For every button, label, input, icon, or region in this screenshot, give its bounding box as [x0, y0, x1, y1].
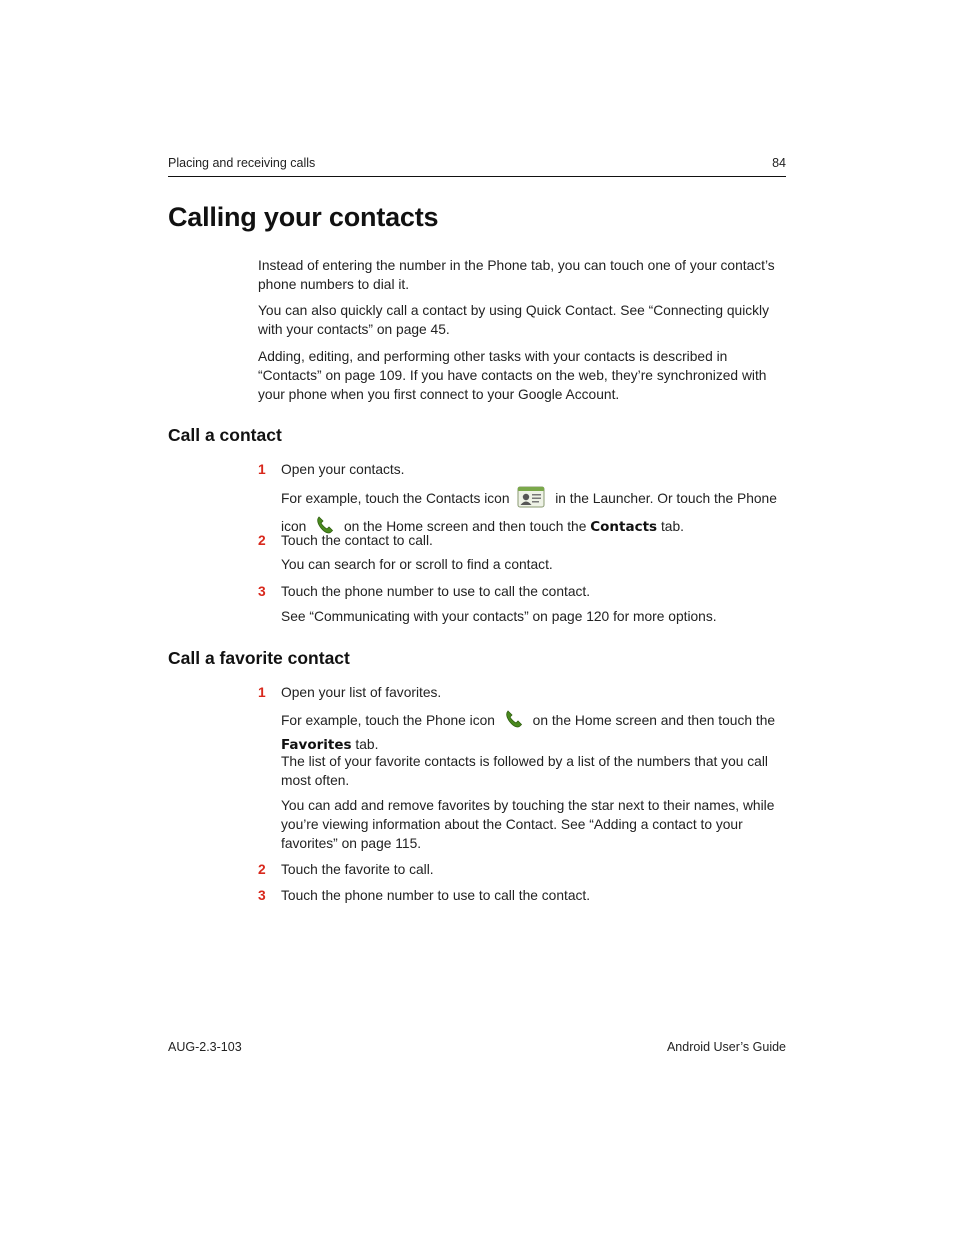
step-number: 2 — [258, 862, 266, 877]
note-text: tab. — [355, 737, 379, 752]
note-text: on the Home screen and then touch the — [344, 519, 587, 535]
running-header-section: Placing and receiving calls — [168, 156, 316, 170]
page-title: Calling your contacts — [168, 202, 439, 232]
phone-icon — [503, 708, 525, 735]
step-text: Touch the phone number to use to call the contact. — [281, 584, 591, 599]
intro-paragraph: You can also quickly call a contact by using Quick Contact. See “Connecting quickly with your contacts” on page 45. — [258, 303, 770, 337]
step-number: 1 — [258, 685, 266, 700]
step-number: 1 — [258, 462, 266, 477]
note-text: icon — [281, 519, 307, 535]
intro-paragraph: Adding, editing, and performing other tasks with your contacts is described in “Contacts” on page 109. If you have contacts on the web, they’re synchronized with your phone when you first connect to your Google Account. — [258, 349, 767, 402]
step-note: You can add and remove favorites by touching the star next to their names, while you’re viewing information about the Contact. See “Adding a contact to your favorites” on page 115. — [281, 798, 775, 851]
step-note: You can search for or scroll to find a contact. — [281, 557, 553, 572]
ui-term-contacts: Contacts — [590, 519, 658, 536]
note-text: in the Launcher. Or touch the Phone — [555, 491, 777, 507]
step-note: See “Communicating with your contacts” on page 120 for more options. — [281, 609, 717, 624]
section-heading-call-contact: Call a contact — [168, 425, 282, 445]
step-note — [281, 708, 786, 755]
note-text: tab. — [660, 519, 684, 535]
step-text: Touch the phone number to use to call the contact. — [281, 888, 591, 903]
footer-guide-name: Android User’s Guide — [666, 1040, 786, 1054]
step-text: Open your list of favorites. — [281, 685, 442, 700]
page-number: 84 — [772, 156, 786, 170]
step-number: 3 — [258, 584, 266, 599]
step-number: 2 — [258, 533, 266, 548]
note-text: on the Home screen and then touch the — [532, 713, 776, 729]
step-number: 3 — [258, 888, 266, 903]
contacts-app-icon — [517, 485, 545, 514]
note-text: For example, touch the Contacts icon — [281, 491, 510, 507]
ui-term-favorites: Favorites — [281, 737, 352, 753]
footer-doc-id: AUG-2.3-103 — [168, 1040, 242, 1054]
note-text: For example, touch the Phone icon — [281, 713, 495, 729]
step-text: Open your contacts. — [281, 462, 405, 477]
intro-paragraph: Instead of entering the number in the Phone tab, you can touch one of your contact’s phone numbers to dial it. — [258, 258, 775, 292]
section-heading-call-favorite: Call a favorite contact — [168, 648, 350, 668]
step-note: The list of your favorite contacts is followed by a list of the numbers that you call most often. — [281, 754, 768, 788]
header-rule — [168, 176, 786, 177]
step-text: Touch the favorite to call. — [281, 862, 434, 877]
step-text: Touch the contact to call. — [281, 533, 433, 548]
